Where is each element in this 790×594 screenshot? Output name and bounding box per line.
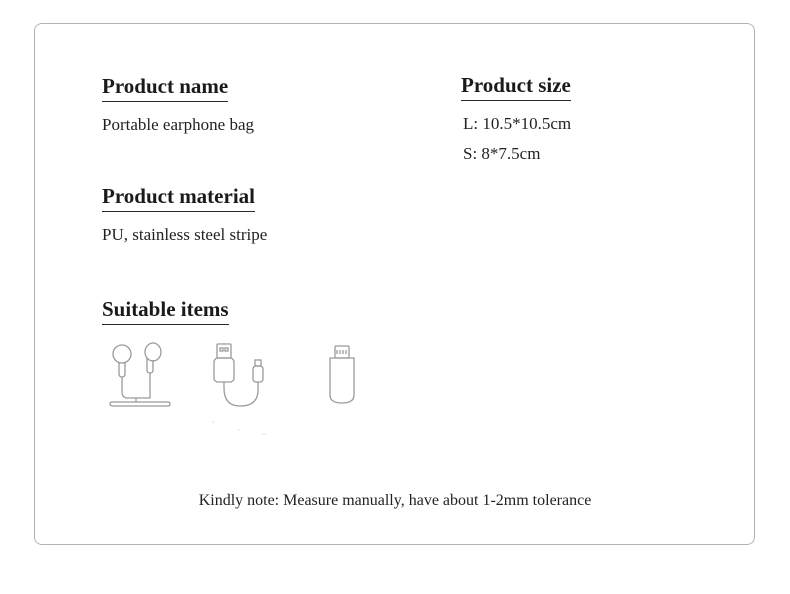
suitable-items-heading: Suitable items xyxy=(102,297,229,325)
usb-cable-icon xyxy=(210,340,272,440)
product-size-heading: Product size xyxy=(461,73,571,101)
earphones-icon xyxy=(106,340,174,410)
product-name-heading: Product name xyxy=(102,74,228,102)
product-name-value: Portable earphone bag xyxy=(102,115,254,134)
product-size-small: S: 8*7.5cm xyxy=(463,144,541,163)
product-size-large: L: 10.5*10.5cm xyxy=(463,114,572,133)
usb-drive-icon xyxy=(326,343,358,407)
product-material-value: PU, stainless steel stripe xyxy=(102,225,268,244)
product-material-heading: Product material xyxy=(102,184,255,212)
tolerance-note: Kindly note: Measure manually, have about 1-2mm tolerance xyxy=(198,492,592,509)
